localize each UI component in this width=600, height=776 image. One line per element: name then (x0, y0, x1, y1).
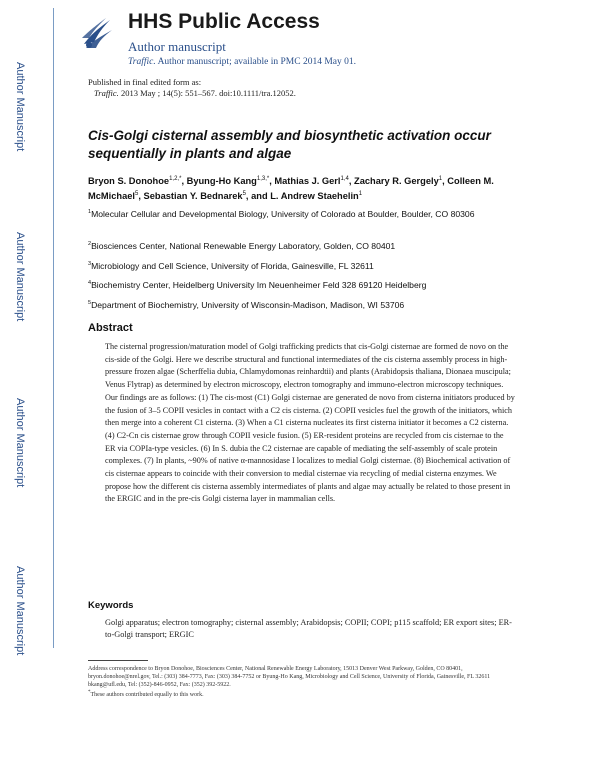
footnote-mark: * (88, 690, 91, 695)
affiliation-4 (88, 277, 528, 291)
author-sup: 1 (438, 176, 443, 182)
affiliation-text: Biosciences Center, National Renewable Energy Laboratory, Golden, CO 80401 (91, 240, 396, 251)
author-sup: 1,3,* (256, 176, 270, 182)
affiliation-num: 4 (88, 280, 92, 286)
footnote-equal (88, 689, 518, 699)
sidebar-label-1: Author Manuscript (14, 62, 26, 152)
author-list: Bryon S. Donohoe$^{1,2,*}$, Byung-Ho Kang$^{1,3,*}$, Mathias J. Gerl$^{1,4}$, Zachary R. Gergely$^1$, Colleen M. McMichael$^5$, Sebastian Y. Bednarek$^5$, and L. Andrew Staehelin$^1$ (88, 176, 494, 202)
author-and: and (251, 191, 268, 202)
footnote-equal-text: These authors contributed equally to this work. (90, 692, 204, 698)
sidebar-rule (53, 8, 54, 648)
footnote-rule (88, 660, 148, 661)
article-title (88, 127, 528, 163)
affiliation-3 (88, 258, 528, 272)
published-line1: Published in final edited form as: (88, 77, 202, 87)
author-sup: 5 (242, 191, 246, 198)
hhs-journal: Traffic. (128, 57, 156, 67)
author-name: L. Andrew Staehelin (270, 191, 359, 202)
affiliation-text: Molecular Cellular and Developmental Biology, University of Colorado at Boulder, Boulder, CO 80306 (91, 208, 475, 219)
hhs-subtitle: Author manuscript (128, 39, 226, 54)
affiliation-num: 2 (88, 241, 92, 247)
author-sup: 1 (358, 191, 363, 198)
hhs-eagle-logo-icon (80, 14, 114, 52)
title-italic: Cis (88, 128, 110, 143)
abstract-body: The cisternal progression/maturation model of Golgi trafficking predicts that cis-Golgi cisternae are formed de novo on the cis-side of the Golgi. Here we describe structural and functional intermediates of the cis cisterna assembly process in high-pressure frozen algae (Scherffelia dubia, Chlamydomonas reinhardtii) and plants (Arabidopsis thaliana, Dionaea muscipula; Venus Flytrap) as determined by electron microscopy, electron tomography and immuno-electron microscopy techniques. Our findings are as follows: (1) The cis-most (C1) Golgi cisternae are generated de novo from cisterna initiators produced by the fusion of 3–5 COPII vesicles in contact with a C2 cis cisterna. (2) COPII vesicles fuel the growth of the initiators, which then merge into a coherent C1 cisterna. (3) When a C1 cisterna nucleates its first cisterna initiator it becomes a C2 cisterna. (4) C2-Cn cis cisternae grow through COPII vesicle fusion. (5) ER-resident proteins are recycled from cis cisternae to the ER via COPIa-type vesicles. (6) In S. dubia the C2 cisternae are capable of mediating the self-assembly of scale protein complexes. (7) In plants, ~90% of native α-mannosidase I localizes to medial Golgi cisternae. (8) Biochemical activation of cis cisternae appears to coincide with their conversion to medial cisternae via recycling of medial cisterna enzymes. We propose how the different cis cisterna assembly intermediates of plants and algae may actually be related to those present in the ERGIC and in the pre-cis Golgi cisterna layer in mammalian cells. (105, 342, 515, 504)
affiliation-2 (88, 238, 528, 252)
title-rest: -Golgi cisternal assembly and biosynthetic activation occur sequentially in plants and algae (88, 128, 491, 161)
author-name: Sebastian Y. Bednarek (143, 191, 243, 202)
published-citation (88, 88, 296, 99)
author-name: Zachary R. Gergely (354, 176, 439, 187)
hhs-availability-text: Author manuscript; available in PMC 2014 May 01. (155, 57, 356, 67)
abstract-heading: Abstract (88, 322, 133, 334)
author-name: Colleen M. McMichael (88, 176, 494, 202)
hhs-title: HHS Public Access (128, 10, 320, 33)
author-sup: 1,2,* (169, 176, 182, 182)
published-citation-text: 2013 May ; 14(5): 551–567. doi:10.1111/tra.12052. (118, 88, 296, 98)
affiliation-num: 5 (88, 300, 92, 306)
affiliation-5 (88, 297, 528, 311)
published-note (88, 77, 296, 99)
affiliation-num: 1 (88, 209, 92, 215)
affiliation-1 (88, 206, 528, 220)
hhs-availability (128, 57, 356, 67)
affiliation-text: Department of Biochemistry, University of Wisconsin-Madison, Madison, WI 53706 (91, 299, 405, 310)
published-journal: Traffic. (94, 88, 119, 98)
footnote-correspondence: Address correspondence to Bryon Donohoe, Biosciences Center, National Renewable Energy Laboratory, 15013 Denver West Parkway, Golden, CO 80401, bryon.donohoe@nrel.gov, Tel.: (303) 384-7773, Fax: (303) 384-7752 or Byung-Ho Kang, Microbiology and Cell Science, University of Florida, Gainesville, FL 32611 bkang@ufl.edu, Tel: (352)-846-0952, Fax: (352) 392-5922. (88, 666, 491, 688)
author-name: Byung-Ho Kang (186, 176, 257, 187)
sidebar-label-4: Author Manuscript (14, 566, 26, 656)
keywords-heading: Keywords (88, 600, 134, 611)
affiliation-text: Biochemistry Center, Heidelberg University Im Neuenheimer Feld 328 69120 Heidelberg (91, 279, 427, 290)
keywords-body: Golgi apparatus; electron tomography; cisternal assembly; Arabidopsis; COPII; COPI; p115 scaffold; ER export sites; ER-to-Golgi transport; ERGIC (105, 618, 512, 639)
author-name: Bryon S. Donohoe (88, 176, 170, 187)
sidebar-label-3: Author Manuscript (14, 398, 26, 488)
affiliation-text: Microbiology and Cell Science, University of Florida, Gainesville, FL 32611 (91, 260, 374, 271)
author-name: Mathias J. Gerl (274, 176, 341, 187)
author-sup: 1,4 (340, 176, 349, 182)
sidebar-label-2: Author Manuscript (14, 232, 26, 322)
footnote (88, 665, 518, 699)
affiliation-num: 3 (88, 261, 92, 267)
author-sup: 5 (135, 191, 139, 198)
